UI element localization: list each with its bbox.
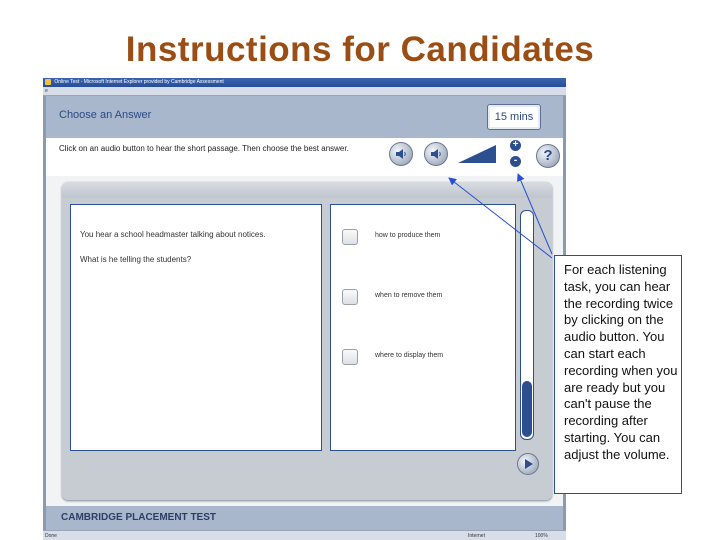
app-screenshot [43,78,566,540]
status-zoom: 100% [535,533,548,539]
scrollbar-thumb[interactable] [522,381,532,437]
option-checkbox[interactable] [342,229,358,245]
scrollbar[interactable] [520,210,534,440]
option-checkbox[interactable] [342,349,358,365]
question-box [70,204,322,451]
app-footer [46,506,563,530]
status-zone: Internet [468,533,485,539]
section-title: Choose an Answer [59,109,152,121]
audio-button-1[interactable] [389,142,413,166]
instruction-text: Click on an audio button to hear the short passage. Then choose the best answer. [59,144,349,153]
browser-address-bar[interactable] [43,87,566,96]
content-area [46,176,563,506]
instruction-callout [554,255,682,494]
next-button[interactable] [517,453,539,475]
question-prompt: What is he telling the students? [80,255,192,264]
speaker-icon [394,147,408,161]
browser-status-bar [43,530,566,540]
address-text: e [45,88,48,94]
instruction-row [46,138,563,176]
question-panel [62,182,552,500]
volume-level-indicator [458,145,496,163]
option-label: how to produce them [375,232,441,239]
browser-title-bar [43,78,566,87]
answer-box [330,204,516,451]
timer-display: 15 mins [487,104,541,130]
help-button[interactable]: ? [536,144,560,168]
volume-down-button[interactable]: - [510,156,521,167]
volume-up-button[interactable]: + [510,140,521,151]
play-arrow-icon [524,459,534,469]
question-context: You hear a school headmaster talking about notices. [80,230,266,239]
ie-icon [45,79,51,85]
panel-header-strip [62,182,552,198]
slide-title: Instructions for Candidates [125,30,595,69]
footer-brand: CAMBRIDGE PLACEMENT TEST [61,512,216,523]
audio-button-2[interactable] [424,142,448,166]
browser-title: Online Test - Microsoft Internet Explorer provided by Cambridge Assessment [54,79,224,85]
option-checkbox[interactable] [342,289,358,305]
app-header [46,96,563,138]
speaker-icon [429,147,443,161]
callout-text: For each listening task, you can hear the recording twice by clicking on the audio button. You can start each recording when you are ready but you can't pause the recording after starting. You can adjust the volume. [564,262,678,462]
status-text: Done [45,533,57,539]
option-label: where to display them [375,352,444,359]
option-label: when to remove them [375,292,443,299]
